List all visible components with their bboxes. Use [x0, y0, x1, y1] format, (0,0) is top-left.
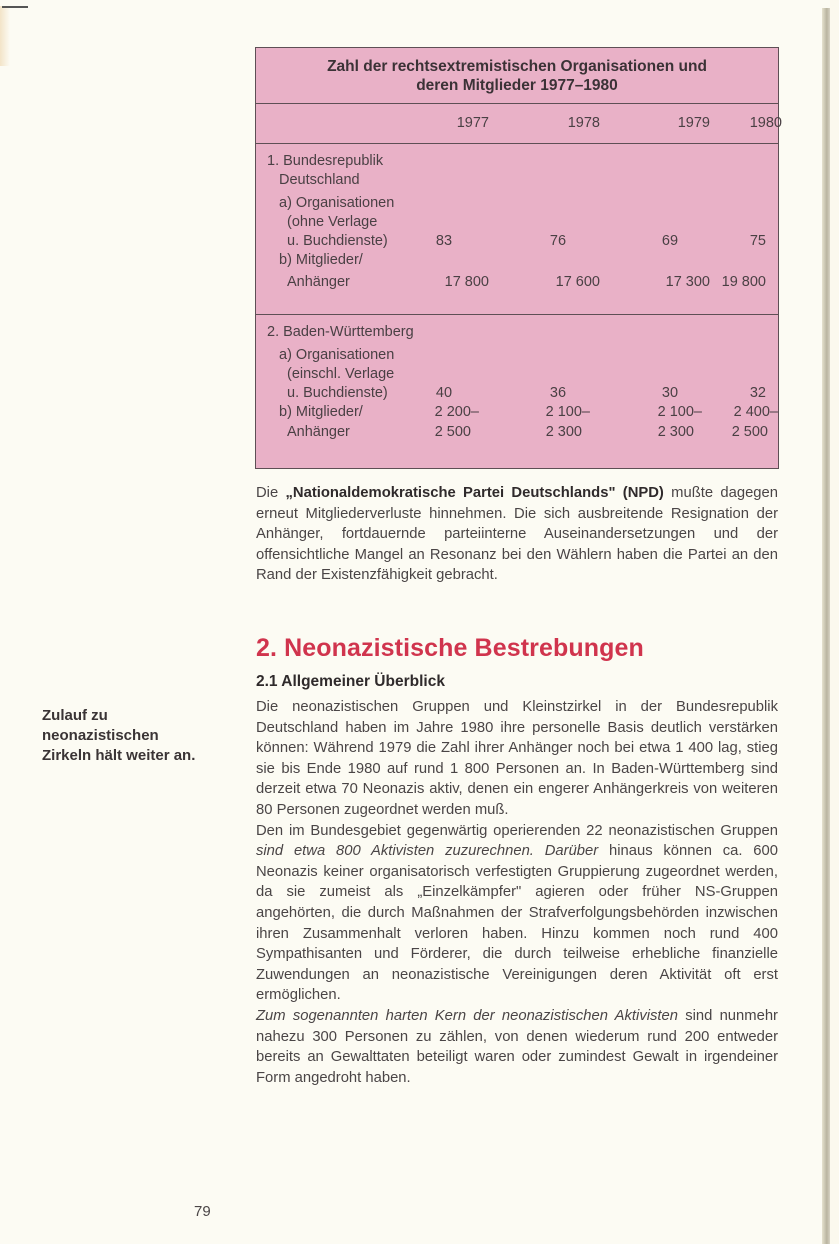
row-label: a) Organisationen: [279, 195, 395, 211]
italic-text: sind etwa 800 Aktivisten zuzurechnen. Darüber: [256, 843, 599, 860]
table-cell: 17 300: [665, 274, 710, 290]
section-heading: 2. Neonazistische Bestrebungen: [256, 634, 644, 662]
table-cell: 30: [661, 385, 679, 401]
table-cell: 69: [661, 233, 679, 249]
table-header-row: [256, 104, 782, 144]
row-label: (einschl. Verlage: [287, 366, 395, 382]
statistics-table: [255, 47, 782, 469]
page-edge-margin: [830, 0, 839, 1244]
table-cell: 76: [549, 233, 567, 249]
paragraph: [256, 821, 778, 1006]
table-cell: 32: [749, 385, 766, 401]
paragraph-text: mußte dagegen erneut Mitgliederverluste hinnehmen. Die sich ausbreitende Resignation der Anhänger, fortdauernde parteiinterne Auseinandersetzungen und der offensichtliche Mangel an Resonanz bei den Wählern haben die Partei an den Rand der Existenzfähigkeit gebracht.: [256, 485, 778, 584]
table-cell: 75: [749, 233, 766, 249]
row-label: b) Mitglieder/: [279, 252, 363, 268]
row-label: Anhänger: [287, 274, 350, 290]
party-name: „Nationaldemokratische Partei Deutschlands" (NPD): [285, 485, 664, 501]
table-section-bundesrepublik: [256, 144, 778, 315]
section-heading: 1. Bundesrepublik: [267, 153, 384, 169]
table-cell: 17 800: [444, 274, 489, 290]
table-title: [256, 48, 778, 104]
table-title-line: deren Mitglieder 1977–1980: [416, 77, 618, 94]
row-label: (ohne Verlage: [287, 214, 378, 230]
page-corner-shade: [0, 6, 10, 66]
row-label: u. Buchdienste): [287, 233, 388, 249]
italic-text: Zum sogenannten harten Kern der neonazistischen Aktivisten: [256, 1007, 678, 1024]
row-label: a) Organisationen: [279, 347, 395, 363]
table-cell: 2 400–: [733, 404, 778, 420]
table-cell: 83: [435, 233, 453, 249]
table-cell: 40: [435, 385, 453, 401]
table-cell: 2 100–: [657, 404, 702, 420]
table-cell: 2 500: [731, 424, 768, 440]
npd-paragraph: [256, 483, 778, 586]
row-label: b) Mitglieder/: [279, 404, 363, 420]
table-cell: 2 300: [657, 424, 694, 440]
row-label: Anhänger: [287, 424, 350, 440]
table-section-baden-wuerttemberg: [256, 315, 778, 468]
paragraph-text: hinaus können ca. 600 Neonazis keiner organisatorisch verfestigten Gruppierung zugeordnet werden, da sie zumeist als „Einzelkämpfer" agieren oder früher NS-Gruppen angehörten, die durch Maßnahmen der Strafverfolgungsbehörden inzwischen ihren Zusammenhalt verloren haben. Hinzu kommen noch rund 400 Sympathisanten und Förderer, die durch teilweise erhebliche finanzielle Zuwendungen an neonazistische Vereinigungen deren Aktivität oft erst ermöglichen.: [256, 843, 778, 1004]
paragraph-text: sind nunmehr nahezu 300 Personen zu zählen, von denen wiederum rund 200 entweder bereits an Gewalttaten beteiligt waren oder zumindest Gewalt in irgendeiner Form angedroht haben.: [256, 1007, 778, 1086]
paragraph: [256, 1006, 778, 1088]
table-cell: 2 300: [545, 424, 582, 440]
paragraph: Die neonazistischen Gruppen und Kleinstzirkel in der Bundesrepublik Deutschland haben im Jahre 1980 ihre personelle Basis deutlich verstärken können: Während 1979 die Zahl ihrer Anhänger noch bei etwa 1 400 lag, stieg sie bis Ende 1980 auf rund 1 800 Personen an. In Baden-Württemberg sind derzeit etwa 70 Neonazis aktiv, denen ein engerer Anhängerkreis von weiteren 80 Personen zugeordnet werden muß.: [256, 699, 778, 818]
section-heading: Deutschland: [279, 172, 360, 188]
paragraph-text: Den im Bundesgebiet gegenwärtig operierenden 22 neonazistischen Gruppen: [256, 822, 778, 839]
overview-text: [256, 697, 778, 1088]
table-cell: 36: [549, 385, 567, 401]
page-number: 79: [194, 1203, 211, 1220]
table-cell: 17 600: [555, 274, 600, 290]
year-header: 1978: [567, 115, 600, 131]
year-header: 1979: [677, 115, 710, 131]
table-cell: 19 800: [721, 274, 766, 290]
page-edge: [822, 8, 830, 1244]
section-heading: 2. Baden-Württemberg: [267, 324, 414, 340]
year-header: 1977: [456, 115, 489, 131]
table-cell: 2 500: [434, 424, 471, 440]
row-label: u. Buchdienste): [287, 385, 388, 401]
table-cell: 2 200–: [434, 404, 479, 420]
margin-note: Zulauf zu neonazistischen Zirkeln hält weiter an.: [42, 707, 196, 764]
paragraph-text: Die: [256, 485, 286, 501]
table-title-line: Zahl der rechtsextremistischen Organisationen und: [327, 58, 707, 75]
crop-mark: [2, 6, 28, 8]
table-cell: 2 100–: [545, 404, 590, 420]
subsection-heading: 2.1 Allgemeiner Überblick: [256, 673, 445, 690]
year-header: 1980: [749, 115, 782, 131]
